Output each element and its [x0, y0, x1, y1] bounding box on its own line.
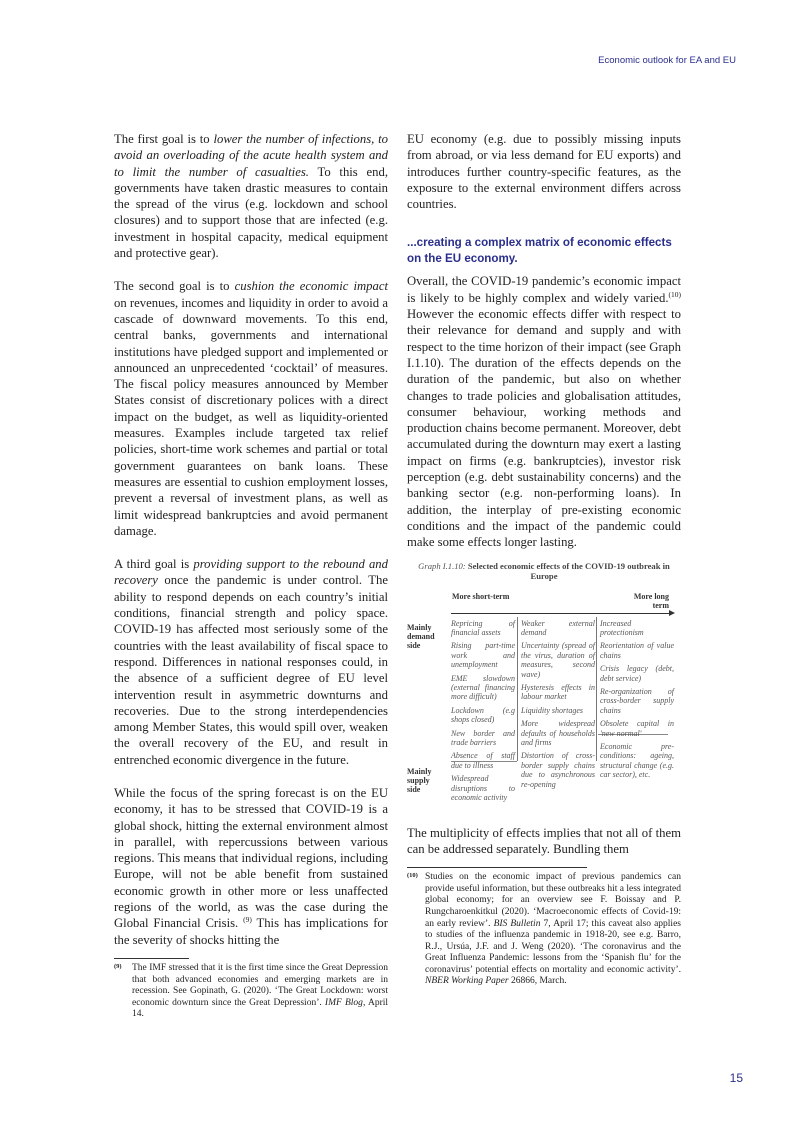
graph-item: Reorientation of value chains: [600, 641, 674, 660]
graph-column-long-term: [600, 619, 674, 784]
graph-item: Distortion of cross-border supply chains due to asynchronous re-opening: [521, 751, 595, 789]
paragraph-infections: The first goal is to lower the number of infections, to avoid an overloading of the acute health system and to limit the number of casualties. To this end, governments have taken drastic measures to contain the spread of the virus (e.g. lockdown and school closures) and to support those that are infected (e.g. investment in hospital capacity, medical equipment and protective gear).: [114, 132, 388, 261]
graph-item: Repricing of financial assets: [451, 618, 515, 637]
page-number: 15: [729, 1071, 743, 1085]
graph-economic-effects: [407, 561, 681, 811]
paragraph-overall: Overall, the COVID-19 pandemic’s economic impact is likely to be highly complex and widely varied.$^{(10)}$ However the economic effects differ with respect to their relevance for demand and supply and with respect to the time horizon of their impact (see Graph I.1.10). The duration of the effects depends on the duration of the pandemic, but also on whether changes to trade policies and globalisation attitudes, consumer behaviour, working methods and production chains become permanent. Moreover, debt accumulated during the downturn may exert a lasting impact on firms (e.g. bankruptcies), investor risk perception (e.g. debt sustainability concerns) and the banking sector (e.g. non-performing loans). In addition, the interplay of pre-existing economic conditions and the impact of the pandemic could make some effects longer lasting.: [407, 274, 681, 550]
graph-item: Re-organization of cross-border supply chains: [600, 686, 674, 715]
graph-item: Obsolete capital in 'new normal': [600, 719, 674, 738]
left-column: [114, 131, 388, 1021]
graph-column-short-term: [451, 619, 515, 807]
paragraph-rebound: A third goal is providing support to the rebound and recovery once the pandemic is under control. The ability to respond depends on each country’s initial conditions, financial strength and policy space. COVID-19 has affected most seriously some of the countries with the least availability of fiscal space to respond. Differences in national responses could, in the absence of a sufficient degree of EU level intervention result in asymmetric downturns and recoveries. Due to the strong interdependencies among Member States, this would spill over, weaken the overall recovery of the EU, and result in entrenched economic divergence in the future.: [114, 557, 388, 767]
graph-item: Uncertainty (spread of the virus, duration of measures, second wave): [521, 641, 595, 679]
footnote-ref-10[interactable]: (10): [668, 289, 681, 299]
row-label-demand: Mainly demand side: [407, 622, 435, 651]
graph-item: Hysteresis effects in labour market: [521, 682, 595, 702]
paragraph-multiplicity: The multiplicity of effects implies that not all of them can be addressed separately. Bundling them: [407, 825, 681, 856]
graph-item: EME slowdown (external financing more difficult): [451, 673, 515, 702]
right-column: [407, 131, 681, 988]
running-header: Economic outlook for EA and EU: [598, 55, 736, 66]
section-subheading: ...creating a complex matrix of economic effects on the EU economy.: [407, 236, 672, 266]
axis-label-short-term: More short-term: [452, 591, 510, 601]
graph-divider-2: [596, 617, 597, 761]
footnote-separator: [114, 958, 189, 959]
time-horizon-arrow: [451, 613, 671, 614]
graph-item: Widespread disruptions to economic activity: [451, 774, 515, 803]
graph-item: Increased protectionism: [600, 618, 644, 637]
footnote-10: (10) Studies on the economic impact of previous pandemics can provide useful information, but these outbreaks hit a less integrated global economy; for an overview see F. Boissay and P. Rungcharoenkitkul (2020). ‘Macroeconomic effects of Covid-19: an early review’. BIS Bulletin 7, April 17; this caveat also applies to studies of the influenza pandemic in 1918-20, see e.g. Barro, R.J., Ursúa, J.F. and J. Weng (2020). ‘The coronavirus and the Great Influenza Pandemic: lessons from the ‘Spanish flu’ for the coronavirus’ potential effects on mortality and economic activity’. NBER Working Paper 26866, March.: [407, 872, 681, 987]
paragraph-eu-economy: EU economy (e.g. due to possibly missing inputs from abroad, or via less demand for EU exports) and introduces further country-specific features, as the exposure to the external environment differs across countries.: [407, 132, 681, 212]
graph-item: Crisis legacy (debt, debt service): [600, 664, 674, 683]
row-label-supply: Mainly supply side: [407, 766, 432, 795]
graph-item: Weaker external demand: [521, 618, 595, 637]
graph-item: Absence of staff due to illness: [451, 751, 515, 770]
graph-title: Graph I.1.10: Selected economic effects of the COVID-19 outbreak in Europe: [418, 560, 670, 581]
graph-column-medium-term: [521, 619, 595, 794]
footnote-ref-9[interactable]: (9): [243, 915, 252, 925]
axis-label-long-term: More long term: [633, 591, 669, 610]
graph-item: More widespread defaults of households and firms: [521, 719, 595, 747]
graph-item: Economic pre-conditions: ageing, structural change (e.g. car sector), etc.: [600, 742, 674, 780]
graph-divider-1: [517, 617, 518, 761]
graph-item: Rising part-time work and unemployment: [451, 641, 515, 670]
footnote-9: (9) The IMF stressed that it is the first time since the Great Depression that both advanced economies and emerging markets are in recession. See Gopinath, G. (2020). ‘The Great Lockdown: worst economic downturn since the Great Depression’. IMF Blog, April 14.: [114, 962, 389, 1020]
graph-item: Liquidity shortages: [521, 705, 584, 715]
graph-item: Lockdown (e.g shops closed): [451, 705, 515, 725]
paragraph-cushion: The second goal is to cushion the economic impact on revenues, incomes and liquidity in order to avoid a cascade of downward movements. To this end, central banks, governments and international institutions have pledged support and implemented or announced an unprecedented ‘cocktail’ of measures. The fiscal policy measures announced by Member States consist of discretionary polices with a direct impact on the budget, as well as liquidity-oriented measures. Examples include targeted tax relief policies, short-time work schemes and partial or total government guarantees on bank loans. These measures are essential to cushion employment losses, prevent a reversal of investment plans, as well as limit widespread bankruptcies and avoid permanent damage.: [114, 279, 388, 538]
paragraph-global-shock: While the focus of the spring forecast is on the EU economy, it has to be stressed that COVID-19 is a global shock, hitting the external environment almost in parallel, with repercussions between various regions. This means that individual regions, including Europe, will not be able benefit from sustained economic growth in other more or less unaffected regions of the world, as was the case during the Global Financial Crisis. $^{(9)}$ This has implications for the severity of shocks hitting the: [114, 785, 389, 947]
footnote-separator: [407, 867, 587, 868]
graph-item: New border and trade barriers: [451, 728, 515, 747]
